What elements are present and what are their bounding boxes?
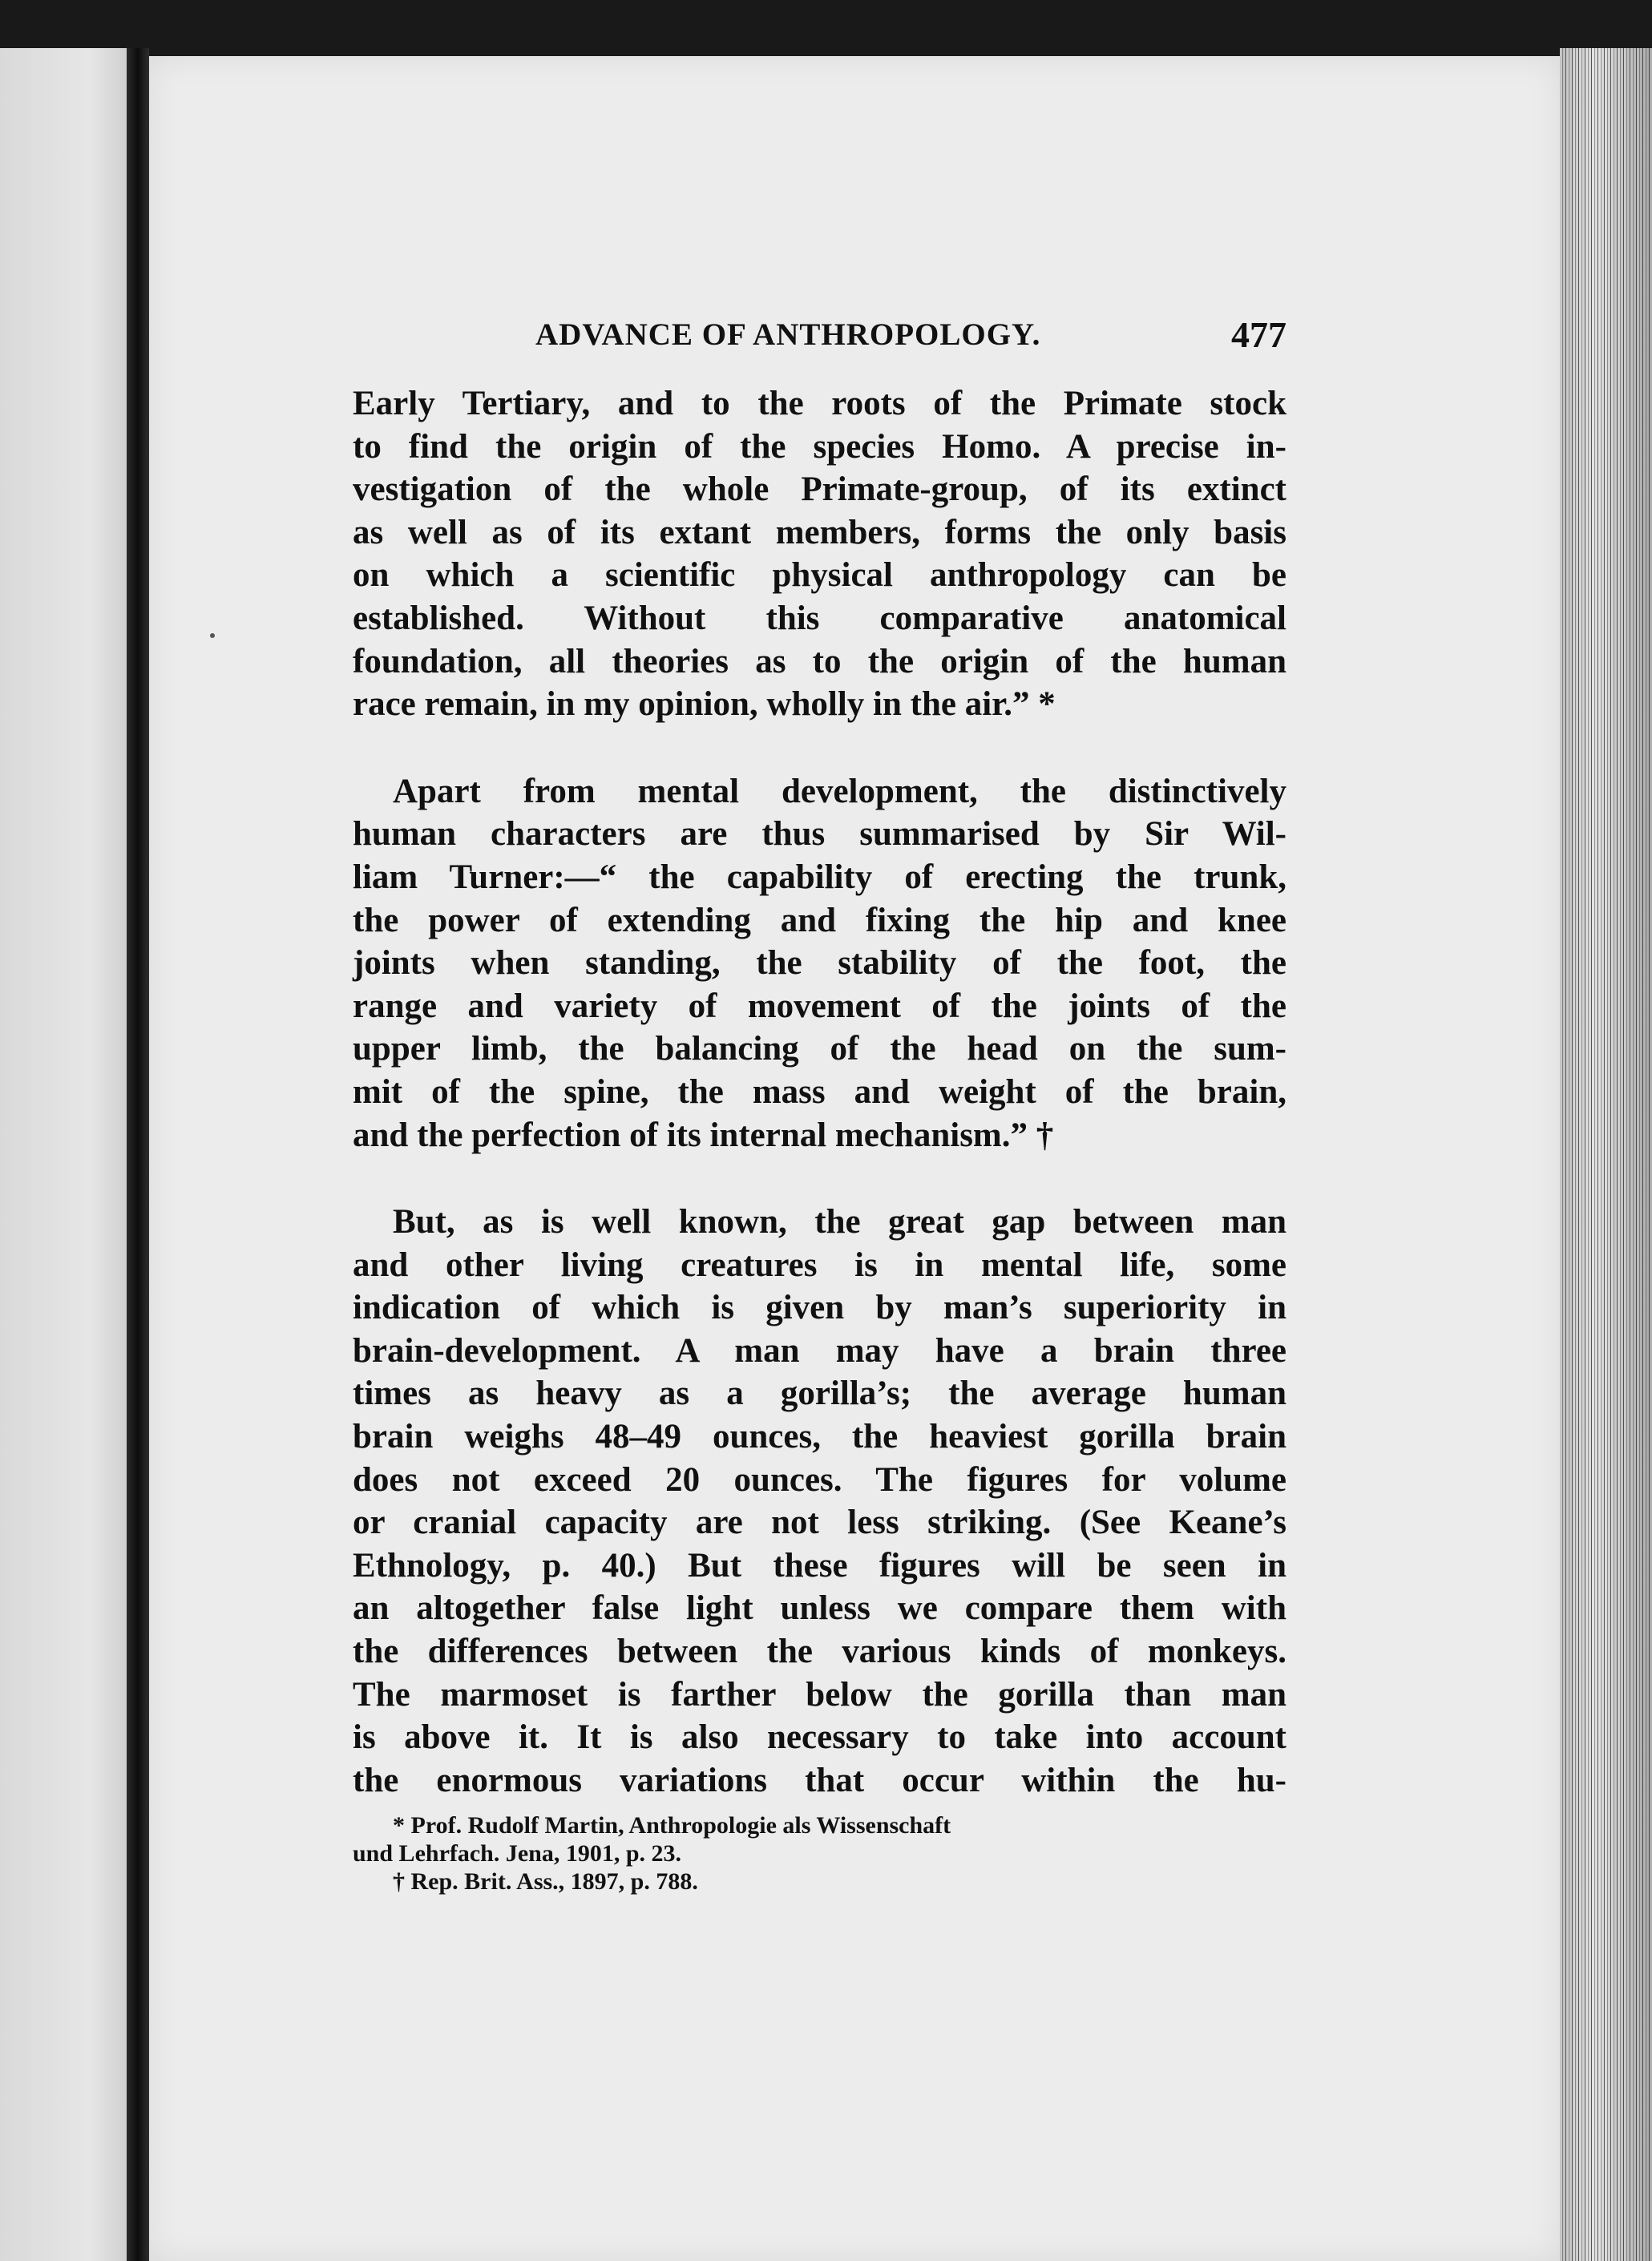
paragraph-2 xyxy=(353,770,1286,1157)
text-line: and the perfection of its internal mechanism.” † xyxy=(353,1116,1054,1154)
page-speck xyxy=(210,633,215,638)
footnote-2 xyxy=(353,1867,1286,1896)
footnote-marker: * xyxy=(393,1812,405,1839)
text-line: does not exceed 20 ounces. The figures for volume xyxy=(353,1460,1286,1499)
text-line: Early Tertiary, and to the roots of the Primate stock xyxy=(353,385,1286,422)
book-gutter xyxy=(127,48,149,2261)
footnote-1 xyxy=(353,1811,1286,1839)
text-line: times as heavy as a gorilla’s; the average human xyxy=(353,1375,1286,1413)
text-line: is above it. It is also necessary to take into account xyxy=(353,1718,1286,1757)
page-edge-shadow xyxy=(1560,48,1652,2261)
facing-page-edge xyxy=(0,48,128,2261)
text-line: brain weighs 48–49 ounces, the heaviest gorilla brain xyxy=(353,1418,1286,1456)
text-line: as well as of its extant members, forms the only basis xyxy=(353,513,1286,551)
text-line: or cranial capacity are not less striking. (See Keane’s xyxy=(353,1504,1286,1542)
text-line: indication of which is given by man’s superiority in xyxy=(353,1289,1286,1327)
text-line: race remain, in my opinion, wholly in the air.” * xyxy=(353,685,1056,724)
text-line: Apart from mental development, the distinctively xyxy=(393,772,1286,810)
text-line: brain-development. A man may have a brain three xyxy=(353,1331,1286,1370)
text-line: liam Turner:—“ the capability of erecting the trunk, xyxy=(353,858,1286,896)
text-line: mit of the spine, the mass and weight of the brain, xyxy=(353,1072,1286,1111)
text-line: But, as is well known, the great gap between man xyxy=(393,1203,1286,1242)
footnotes xyxy=(353,1811,1286,1896)
text-line: on which a scientific physical anthropology can be xyxy=(353,556,1286,595)
text-line: The marmoset is farther below the gorilla than man xyxy=(353,1675,1286,1714)
paragraph-3 xyxy=(353,1201,1286,1802)
text-line: the enormous variations that occur within the hu- xyxy=(353,1761,1286,1799)
footnote-marker: † xyxy=(393,1868,405,1896)
text-line: the power of extending and fixing the hip and knee xyxy=(353,901,1286,939)
text-line: established. Without this comparative anatomical xyxy=(353,599,1286,637)
text-line: vestigation of the whole Primate-group, of its extinct xyxy=(353,470,1286,509)
text-line: human characters are thus summarised by Sir Wil- xyxy=(353,815,1286,854)
text-line: to find the origin of the species Homo. A precise in- xyxy=(353,427,1286,466)
text-line: foundation, all theories as to the origin of the human xyxy=(353,642,1286,680)
running-head xyxy=(353,314,1286,365)
text-line: range and variety of movement of the joints of the xyxy=(353,987,1286,1025)
paragraph-1 xyxy=(353,382,1286,726)
text-line: and other living creatures is in mental life, some xyxy=(353,1246,1286,1284)
running-title: ADVANCE OF ANTHROPOLOGY. xyxy=(535,317,1041,352)
text-block xyxy=(353,314,1286,1896)
footnote-1-continuation: und Lehrfach. Jena, 1901, p. 23. xyxy=(353,1840,682,1867)
text-line: an altogether false light unless we compare them with xyxy=(353,1589,1286,1628)
text-line: joints when standing, the stability of the foot, the xyxy=(353,944,1286,983)
page-number: 477 xyxy=(1231,314,1286,355)
text-line: upper limb, the balancing of the head on the sum- xyxy=(353,1030,1286,1068)
text-line: the differences between the various kinds of monkeys. xyxy=(353,1633,1286,1671)
footnote-text: Rep. Brit. Ass., 1897, p. 788. xyxy=(410,1868,698,1896)
footnote-text: Prof. Rudolf Martin, Anthropologie als Wissenschaft xyxy=(410,1812,951,1839)
text-line: Ethnology, p. 40.) But these figures will be seen in xyxy=(353,1546,1286,1585)
